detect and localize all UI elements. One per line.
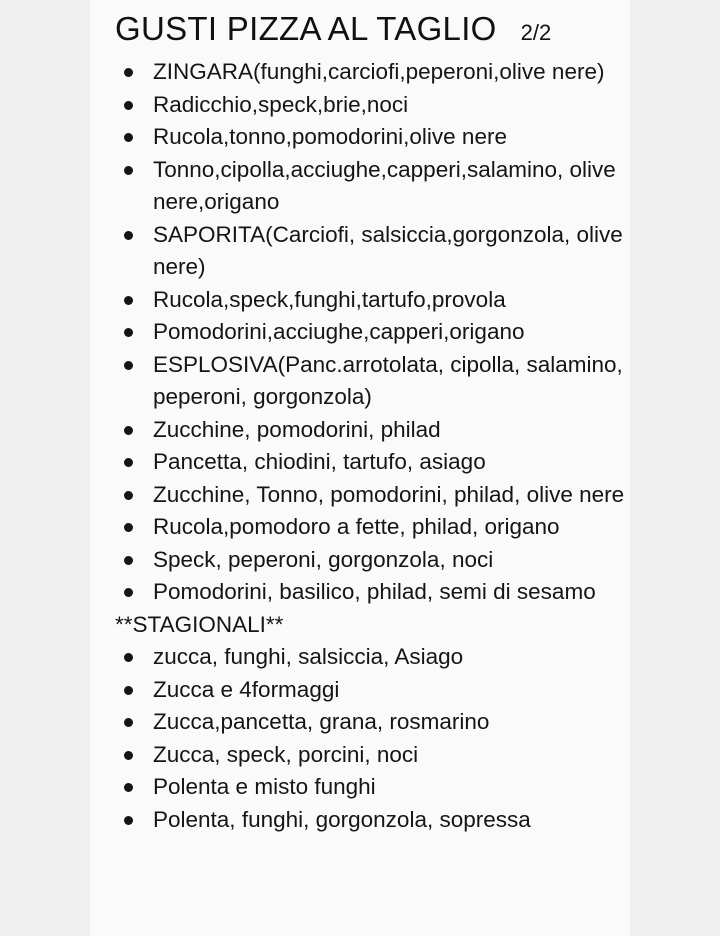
list-item-text: Pancetta, chiodini, tartufo, asiago (153, 449, 486, 474)
bullet-icon (124, 686, 133, 695)
bullet-icon (124, 523, 133, 532)
list-item-text: Zucchine, Tonno, pomodorini, philad, olive nere (153, 481, 625, 507)
bullet-icon (124, 783, 133, 792)
list-item (115, 739, 630, 772)
bullet-icon (124, 751, 133, 760)
document-page (90, 0, 630, 936)
bullet-icon (124, 133, 133, 142)
list-item-text: zucca, funghi, salsiccia, Asiago (153, 644, 464, 669)
bullet-icon (124, 426, 133, 435)
list-item-text: Zucchine, pomodorini, philad (153, 416, 441, 442)
list-item-text: Rucola,tonno,pomodorini,olive nere (153, 124, 507, 149)
menu-content (115, 56, 630, 836)
seasonal-list (115, 641, 630, 836)
list-item-text: Speck, peperoni, gorgonzola, noci (153, 546, 494, 572)
page-indicator: 2/2 (520, 20, 552, 45)
list-item (115, 511, 630, 544)
bullet-icon (124, 491, 133, 500)
header (115, 10, 551, 48)
list-item (115, 576, 630, 609)
list-item-text: Rucola,speck,funghi,tartufo,provola (153, 286, 506, 312)
list-item (115, 804, 630, 837)
bullet-icon (124, 296, 133, 305)
bullet-icon (124, 101, 133, 110)
list-item (115, 446, 630, 479)
bullet-icon (124, 718, 133, 727)
list-item (115, 641, 630, 674)
list-item (115, 479, 630, 512)
list-item (115, 544, 630, 577)
list-item-text: Pomodorini,acciughe,capperi,origano (153, 319, 525, 344)
bullet-icon (124, 361, 133, 370)
list-item (115, 219, 630, 284)
list-item-text: Zucca, speck, porcini, noci (153, 741, 419, 767)
list-item (115, 284, 630, 317)
list-item (115, 56, 630, 89)
bullet-icon (124, 231, 133, 240)
bullet-icon (124, 68, 133, 77)
bullet-icon (124, 816, 133, 825)
page-title: GUSTI PIZZA AL TAGLIO (115, 10, 497, 47)
section-heading-seasonal: **STAGIONALI** (115, 611, 284, 637)
list-item-text: Polenta e misto funghi (153, 774, 376, 799)
list-item (115, 706, 630, 739)
list-item-text: Zucca,pancetta, grana, rosmarino (153, 709, 490, 734)
list-item-text: Zucca e 4formaggi (153, 676, 340, 702)
list-item-text: ESPLOSIVA(Panc.arrotolata, cipolla, salamino, peperoni, gorgonzola) (153, 351, 623, 409)
bullet-icon (124, 653, 133, 662)
list-item (115, 414, 630, 447)
flavor-list (115, 56, 630, 609)
list-item (115, 121, 630, 154)
list-item-text: Polenta, funghi, gorgonzola, sopressa (153, 806, 531, 832)
list-item-text: Tonno,cipolla,acciughe,capperi,salamino, olive nere,origano (153, 156, 616, 214)
list-item (115, 316, 630, 349)
bullet-icon (124, 328, 133, 337)
list-item-text: SAPORITA(Carciofi, salsiccia,gorgonzola, olive nere) (153, 221, 623, 279)
list-item-text: ZINGARA(funghi,carciofi,peperoni,olive nere) (153, 59, 605, 84)
list-item (115, 154, 630, 219)
list-item (115, 349, 630, 414)
list-item (115, 674, 630, 707)
list-item (115, 89, 630, 122)
list-item (115, 771, 630, 804)
list-item-text: Rucola,pomodoro a fette, philad, origano (153, 514, 560, 539)
list-item-text: Pomodorini, basilico, philad, semi di sesamo (153, 579, 596, 604)
bullet-icon (124, 458, 133, 467)
bullet-icon (124, 166, 133, 175)
bullet-icon (124, 556, 133, 565)
list-item-text: Radicchio,speck,brie,noci (153, 91, 409, 117)
bullet-icon (124, 588, 133, 597)
